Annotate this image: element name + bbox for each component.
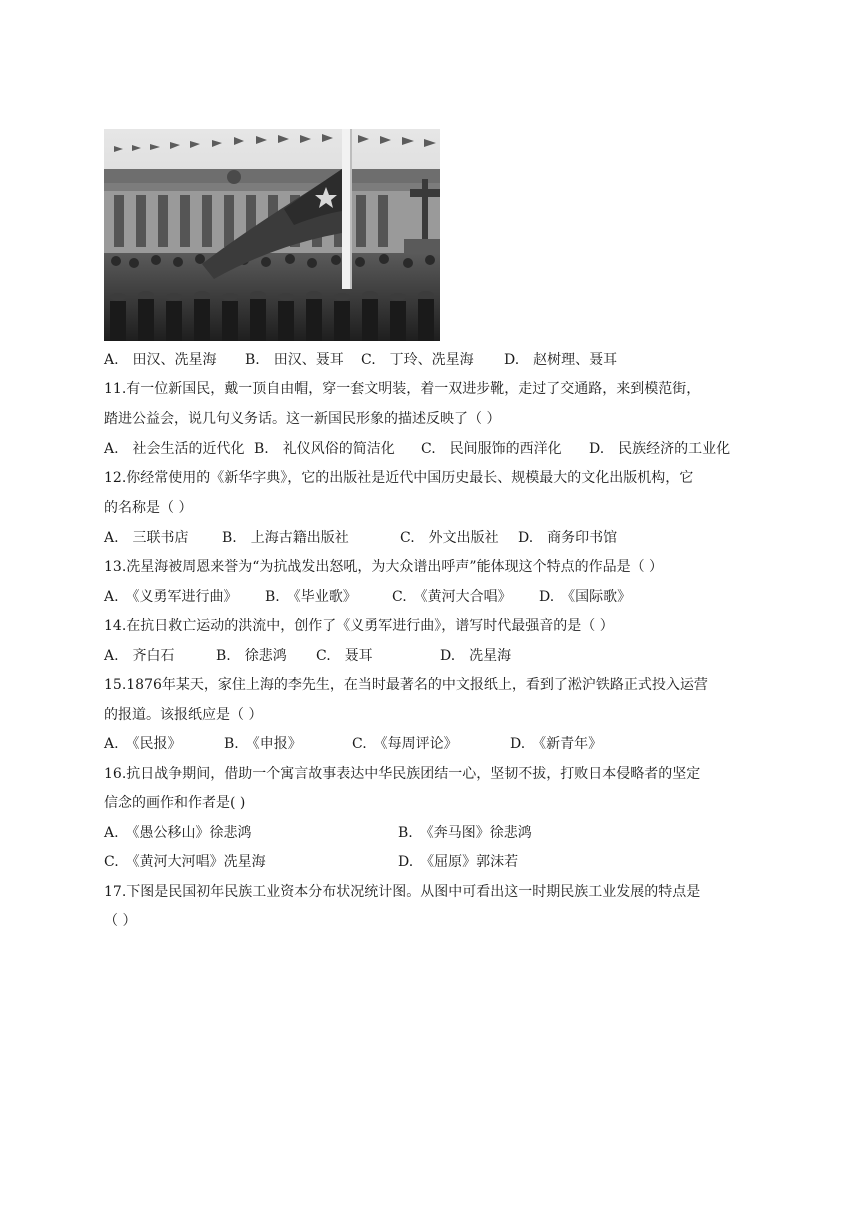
q15-stem-line1: 15.1876年某天，家住上海的李先生，在当时最著名的中文报纸上，看到了淞沪铁路正式投入运营	[104, 677, 708, 693]
q11-stem-line1: 11.有一位新国民，戴一顶自由帽，穿一套文明装，着一双进步靴，走过了交通路，来到模范街，	[104, 381, 701, 397]
q11-option-a[interactable]: A. 社会生活的近代化	[104, 441, 245, 457]
q10-option-b[interactable]: B. 田汉、聂耳	[245, 352, 344, 368]
q14-stem-line1: 14.在抗日救亡运动的洪流中，创作了《义勇军进行曲》，谱写时代最强音的是（ ）	[104, 618, 614, 634]
q13-option-b[interactable]: B. 《毕业歌》	[265, 589, 357, 605]
q16-option-b[interactable]: B. 《奔马图》徐悲鸿	[398, 825, 532, 841]
q12-option-c[interactable]: C. 外文出版社	[400, 530, 499, 546]
q16-option-c[interactable]: C. 《黄河大河唱》冼星海	[104, 854, 266, 870]
q14-option-c[interactable]: C. 聂耳	[316, 648, 373, 664]
q14-option-b[interactable]: B. 徐悲鸿	[216, 648, 287, 664]
q17-stem-line2: （ ）	[104, 913, 137, 929]
q13-option-c[interactable]: C. 《黄河大合唱》	[392, 589, 512, 605]
q12-option-b[interactable]: B. 上海古籍出版社	[222, 530, 349, 546]
q16-option-d[interactable]: D. 《屈原》郭沫若	[398, 854, 519, 870]
q12-stem-line2: 的名称是（ ）	[104, 500, 193, 516]
q16-option-a[interactable]: A. 《愚公移山》徐悲鸿	[104, 825, 252, 841]
q12-option-d[interactable]: D. 商务印书馆	[518, 530, 618, 546]
flag-raising-photo	[104, 129, 440, 341]
q11-option-c[interactable]: C. 民间服饰的西洋化	[421, 441, 562, 457]
q10-option-c[interactable]: C. 丁玲、冼星海	[361, 352, 474, 368]
q15-stem-line2: 的报道。该报纸应是（ ）	[104, 707, 263, 723]
q13-option-d[interactable]: D. 《国际歌》	[539, 589, 632, 605]
q12-option-a[interactable]: A. 三联书店	[104, 530, 189, 546]
q15-option-a[interactable]: A. 《民报》	[104, 736, 182, 752]
q15-option-b[interactable]: B. 《申报》	[224, 736, 302, 752]
q15-option-c[interactable]: C. 《每周评论》	[352, 736, 458, 752]
q13-option-a[interactable]: A. 《义勇军进行曲》	[104, 589, 238, 605]
q16-stem-line1: 16.抗日战争期间，借助一个寓言故事表达中华民族团结一心，坚韧不拔，打败日本侵略者的坚定	[104, 766, 701, 782]
q11-stem-line2: 踏进公益会，说几句义务话。这一新国民形象的描述反映了（ ）	[104, 411, 501, 427]
q17-stem-line1: 17.下图是民国初年民族工业资本分布状况统计图。从图中可看出这一时期民族工业发展的特点是	[104, 884, 701, 900]
q13-stem-line1: 13.冼星海被周恩来誉为“为抗战发出怒吼，为大众谱出呼声”能体现这个特点的作品是（ ）	[104, 559, 664, 575]
q14-option-d[interactable]: D. 冼星海	[440, 648, 512, 664]
q10-option-d[interactable]: D. 赵树理、聂耳	[504, 352, 618, 368]
q10-option-a[interactable]: A. 田汉、冼星海	[104, 352, 217, 368]
q11-option-d[interactable]: D. 民族经济的工业化	[589, 441, 731, 457]
q15-option-d[interactable]: D. 《新青年》	[510, 736, 603, 752]
q11-option-b[interactable]: B. 礼仪风俗的简洁化	[254, 441, 395, 457]
q16-stem-line2: 信念的画作和作者是( )	[104, 795, 246, 811]
q12-stem-line1: 12.你经常使用的《新华字典》，它的出版社是近代中国历史最长、规模最大的文化出版机构，它	[104, 470, 694, 486]
q14-option-a[interactable]: A. 齐白石	[104, 648, 175, 664]
